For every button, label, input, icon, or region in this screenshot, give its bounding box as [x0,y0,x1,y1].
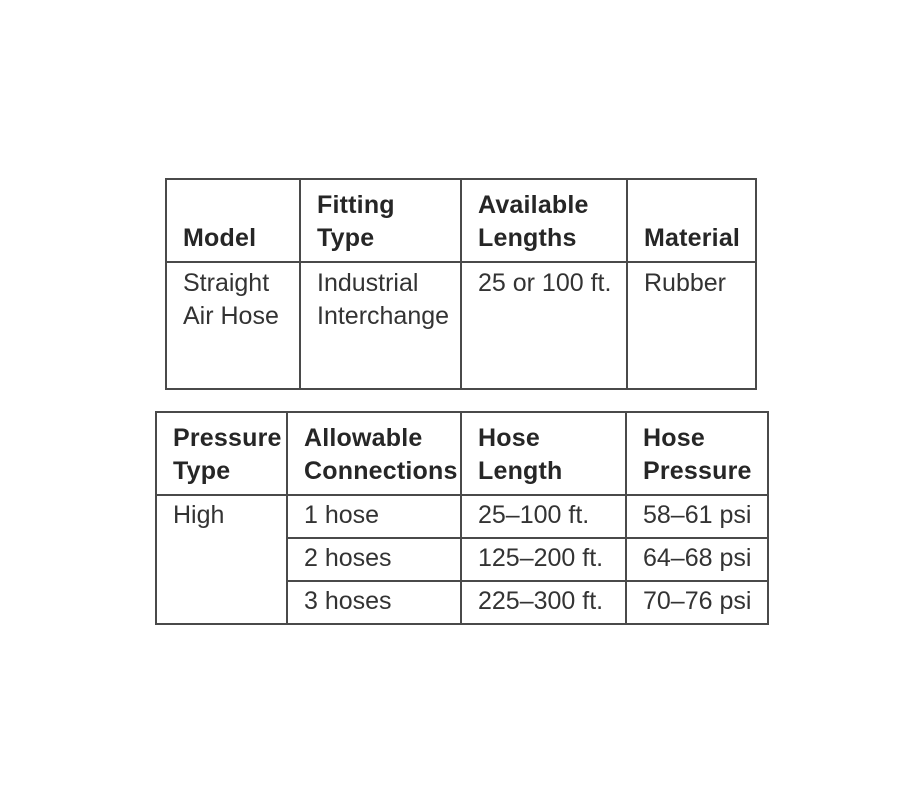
cell-hose-pressure: 70–76 psi [626,581,768,624]
cell-pressure-type: High [156,495,287,624]
pressure-header-row [156,412,768,495]
cell-material: Rubber [627,262,756,389]
cell-fitting-type: Industrial Interchange [300,262,461,389]
table-row [166,262,756,389]
cell-available-lengths: 25 or 100 ft. [461,262,627,389]
cell-hose-pressure: 58–61 psi [626,495,768,538]
specs-header-row [166,179,756,262]
header-allowable-connections: Allowable Connections [287,412,461,495]
cell-hose-pressure: 64–68 psi [626,538,768,581]
header-pressure-type: Pressure Type [156,412,287,495]
header-available-lengths: Available Lengths [461,179,627,262]
cell-hose-length: 225–300 ft. [461,581,626,624]
cell-connections: 1 hose [287,495,461,538]
cell-hose-length: 125–200 ft. [461,538,626,581]
table-row [156,495,768,538]
cell-hose-length: 25–100 ft. [461,495,626,538]
header-model: Model [166,179,300,262]
header-hose-pressure: Hose Pressure [626,412,768,495]
hose-pressure-table [155,411,769,625]
cell-connections: 3 hoses [287,581,461,624]
header-hose-length: Hose Length [461,412,626,495]
header-fitting-type: Fitting Type [300,179,461,262]
cell-connections: 2 hoses [287,538,461,581]
cell-model: Straight Air Hose [166,262,300,389]
header-material: Material [627,179,756,262]
hose-specs-table [165,178,757,390]
